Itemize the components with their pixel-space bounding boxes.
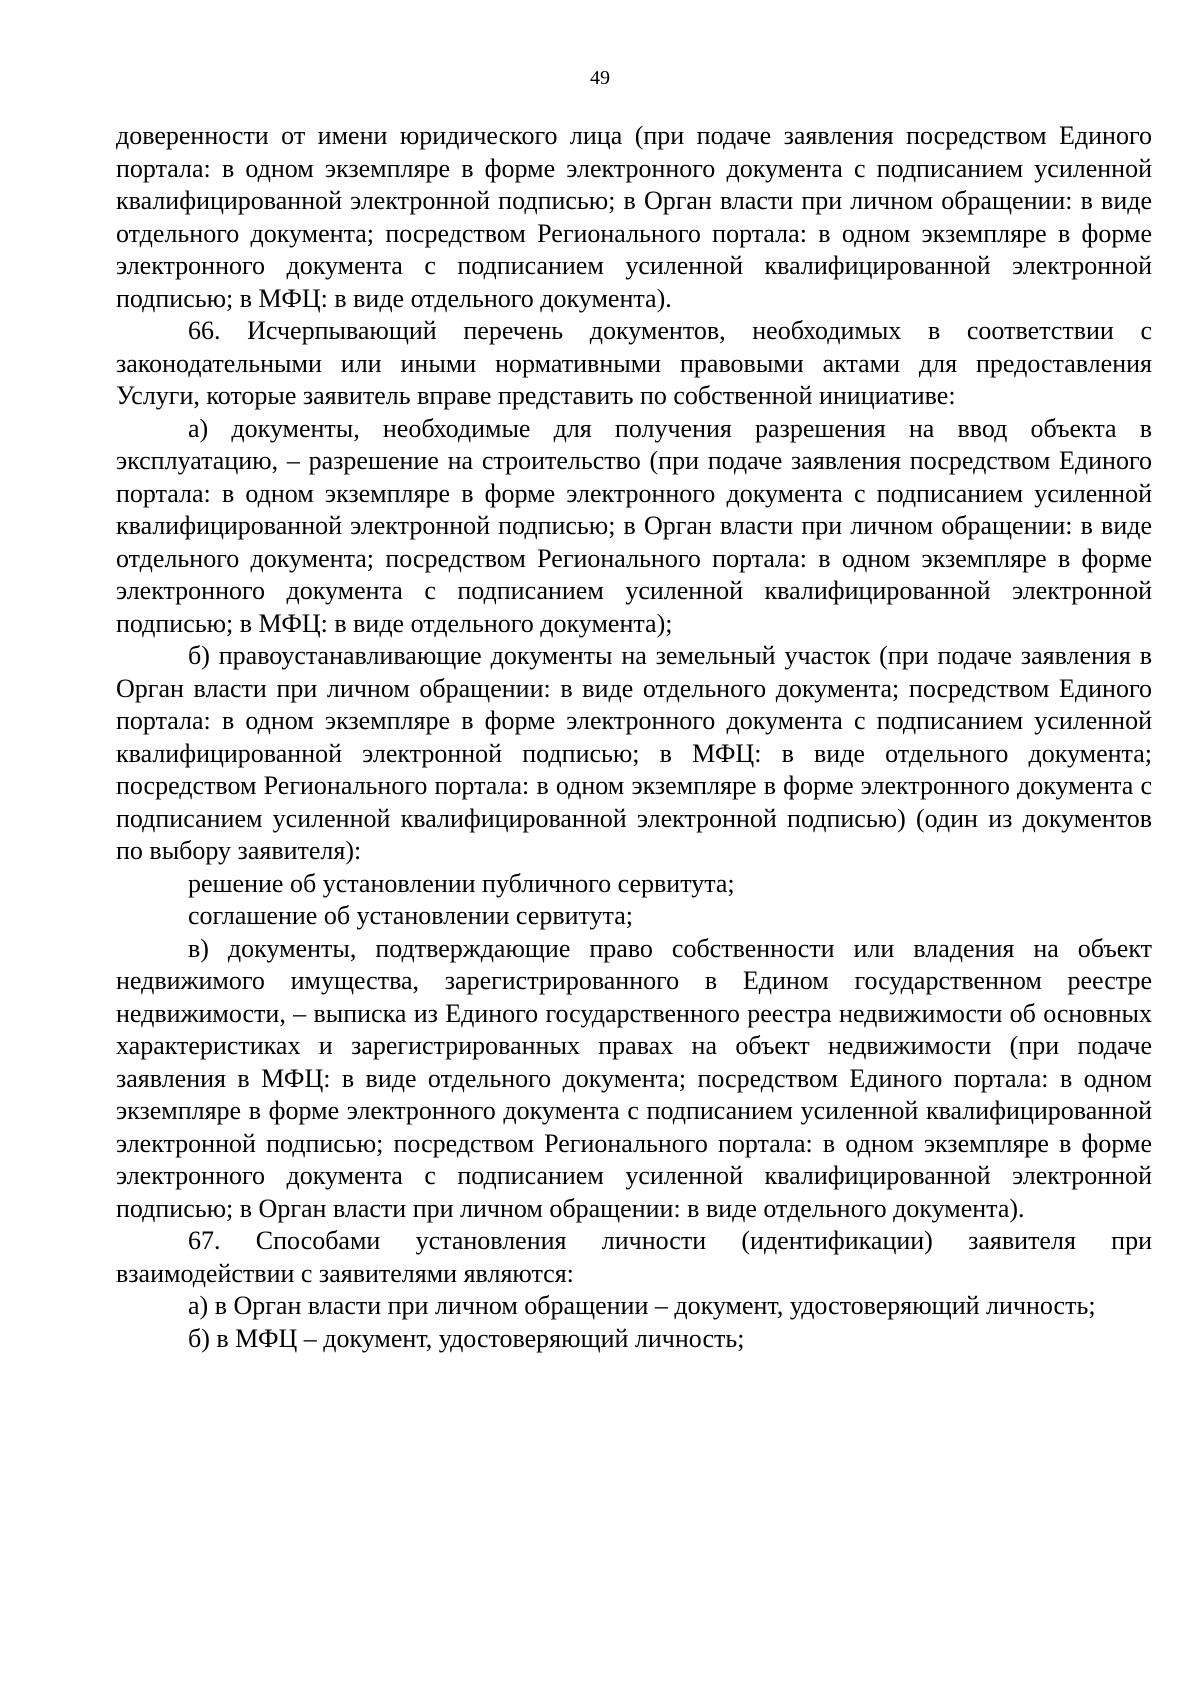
- paragraph-subitem-a-identity: а) в Орган власти при личном обращении – документ, удостоверяющий личность;: [188, 1291, 1096, 1320]
- paragraph-subitem-a: а) документы, необходимые для получения разрешения на ввод объекта в эксплуатацию, – разрешение на строительство (при подаче заявления посредством Единого портала: в одном экземпляре в форме электронного документа с подписанием усиленной квалифицированной электронной подписью; в Орган власти при личном обращении: в виде отдельного документа; посредством Регионального портала: в одном экземпляре в форме электронного документа с подписанием усиленной квалифицированной электронной подписью; в МФЦ: в виде отдельного документа);: [116, 413, 1152, 638]
- paragraph-option-servitude-agreement: соглашение об установлении сервитута;: [188, 901, 633, 930]
- document-body: [116, 120, 1152, 1355]
- paragraph-subitem-b-identity: б) в МФЦ – документ, удостоверяющий личность;: [188, 1323, 745, 1353]
- paragraph-subitem-v: в) документы, подтверждающие право собственности или владения на объект недвижимого имущества, зарегистрированного в Едином государственном реестре недвижимости, – выписка из Единого государственного реестра недвижимости об основных характеристиках и зарегистрированных правах на объект недвижимости (при подаче заявления в МФЦ: в виде отдельного документа; посредством Единого портала: в одном экземпляре в форме электронного документа с подписанием усиленной квалифицированной электронной подписью; посредством Регионального портала: в одном экземпляре в форме электронного документа с подписанием усиленной квалифицированной электронной подписью; в Орган власти при личном обращении: в виде отдельного документа).: [116, 933, 1152, 1223]
- paragraph-subitem-b: б) правоустанавливающие документы на земельный участок (при подаче заявления в Орган власти при личном обращении: в виде отдельного документа; посредством Единого портала: в одном экземпляре в форме электронного документа с подписанием усиленной квалифицированной электронной подписью; в МФЦ: в виде отдельного документа; посредством Регионального портала: в одном экземпляре в форме электронного документа с подписанием усиленной квалифицированной электронной подписью) (один из документов по выбору заявителя):: [116, 641, 1152, 865]
- page-number: 49: [590, 67, 610, 89]
- paragraph-item-66: 66. Исчерпывающий перечень документов, необходимых в соответствии с законодательными или иными нормативными правовыми актами для предоставления Услуги, которые заявитель вправе представить по собственной инициативе:: [116, 316, 1152, 410]
- paragraph-item-67: 67. Способами установления личности (идентификации) заявителя при взаимодействии с заявителями являются:: [116, 1226, 1152, 1288]
- paragraph-option-public-servitude: решение об установлении публичного сервитута;: [188, 868, 735, 898]
- paragraph-continuation: доверенности от имени юридического лица (при подаче заявления посредством Единого портала: в одном экземпляре в форме электронного документа с подписанием усиленной квалифицированной электронной подписью; в Орган власти при личном обращении: в виде отдельного документа; посредством Регионального портала: в одном экземпляре в форме электронного документа с подписанием усиленной квалифицированной электронной подписью; в МФЦ: в виде отдельного документа).: [116, 121, 1152, 313]
